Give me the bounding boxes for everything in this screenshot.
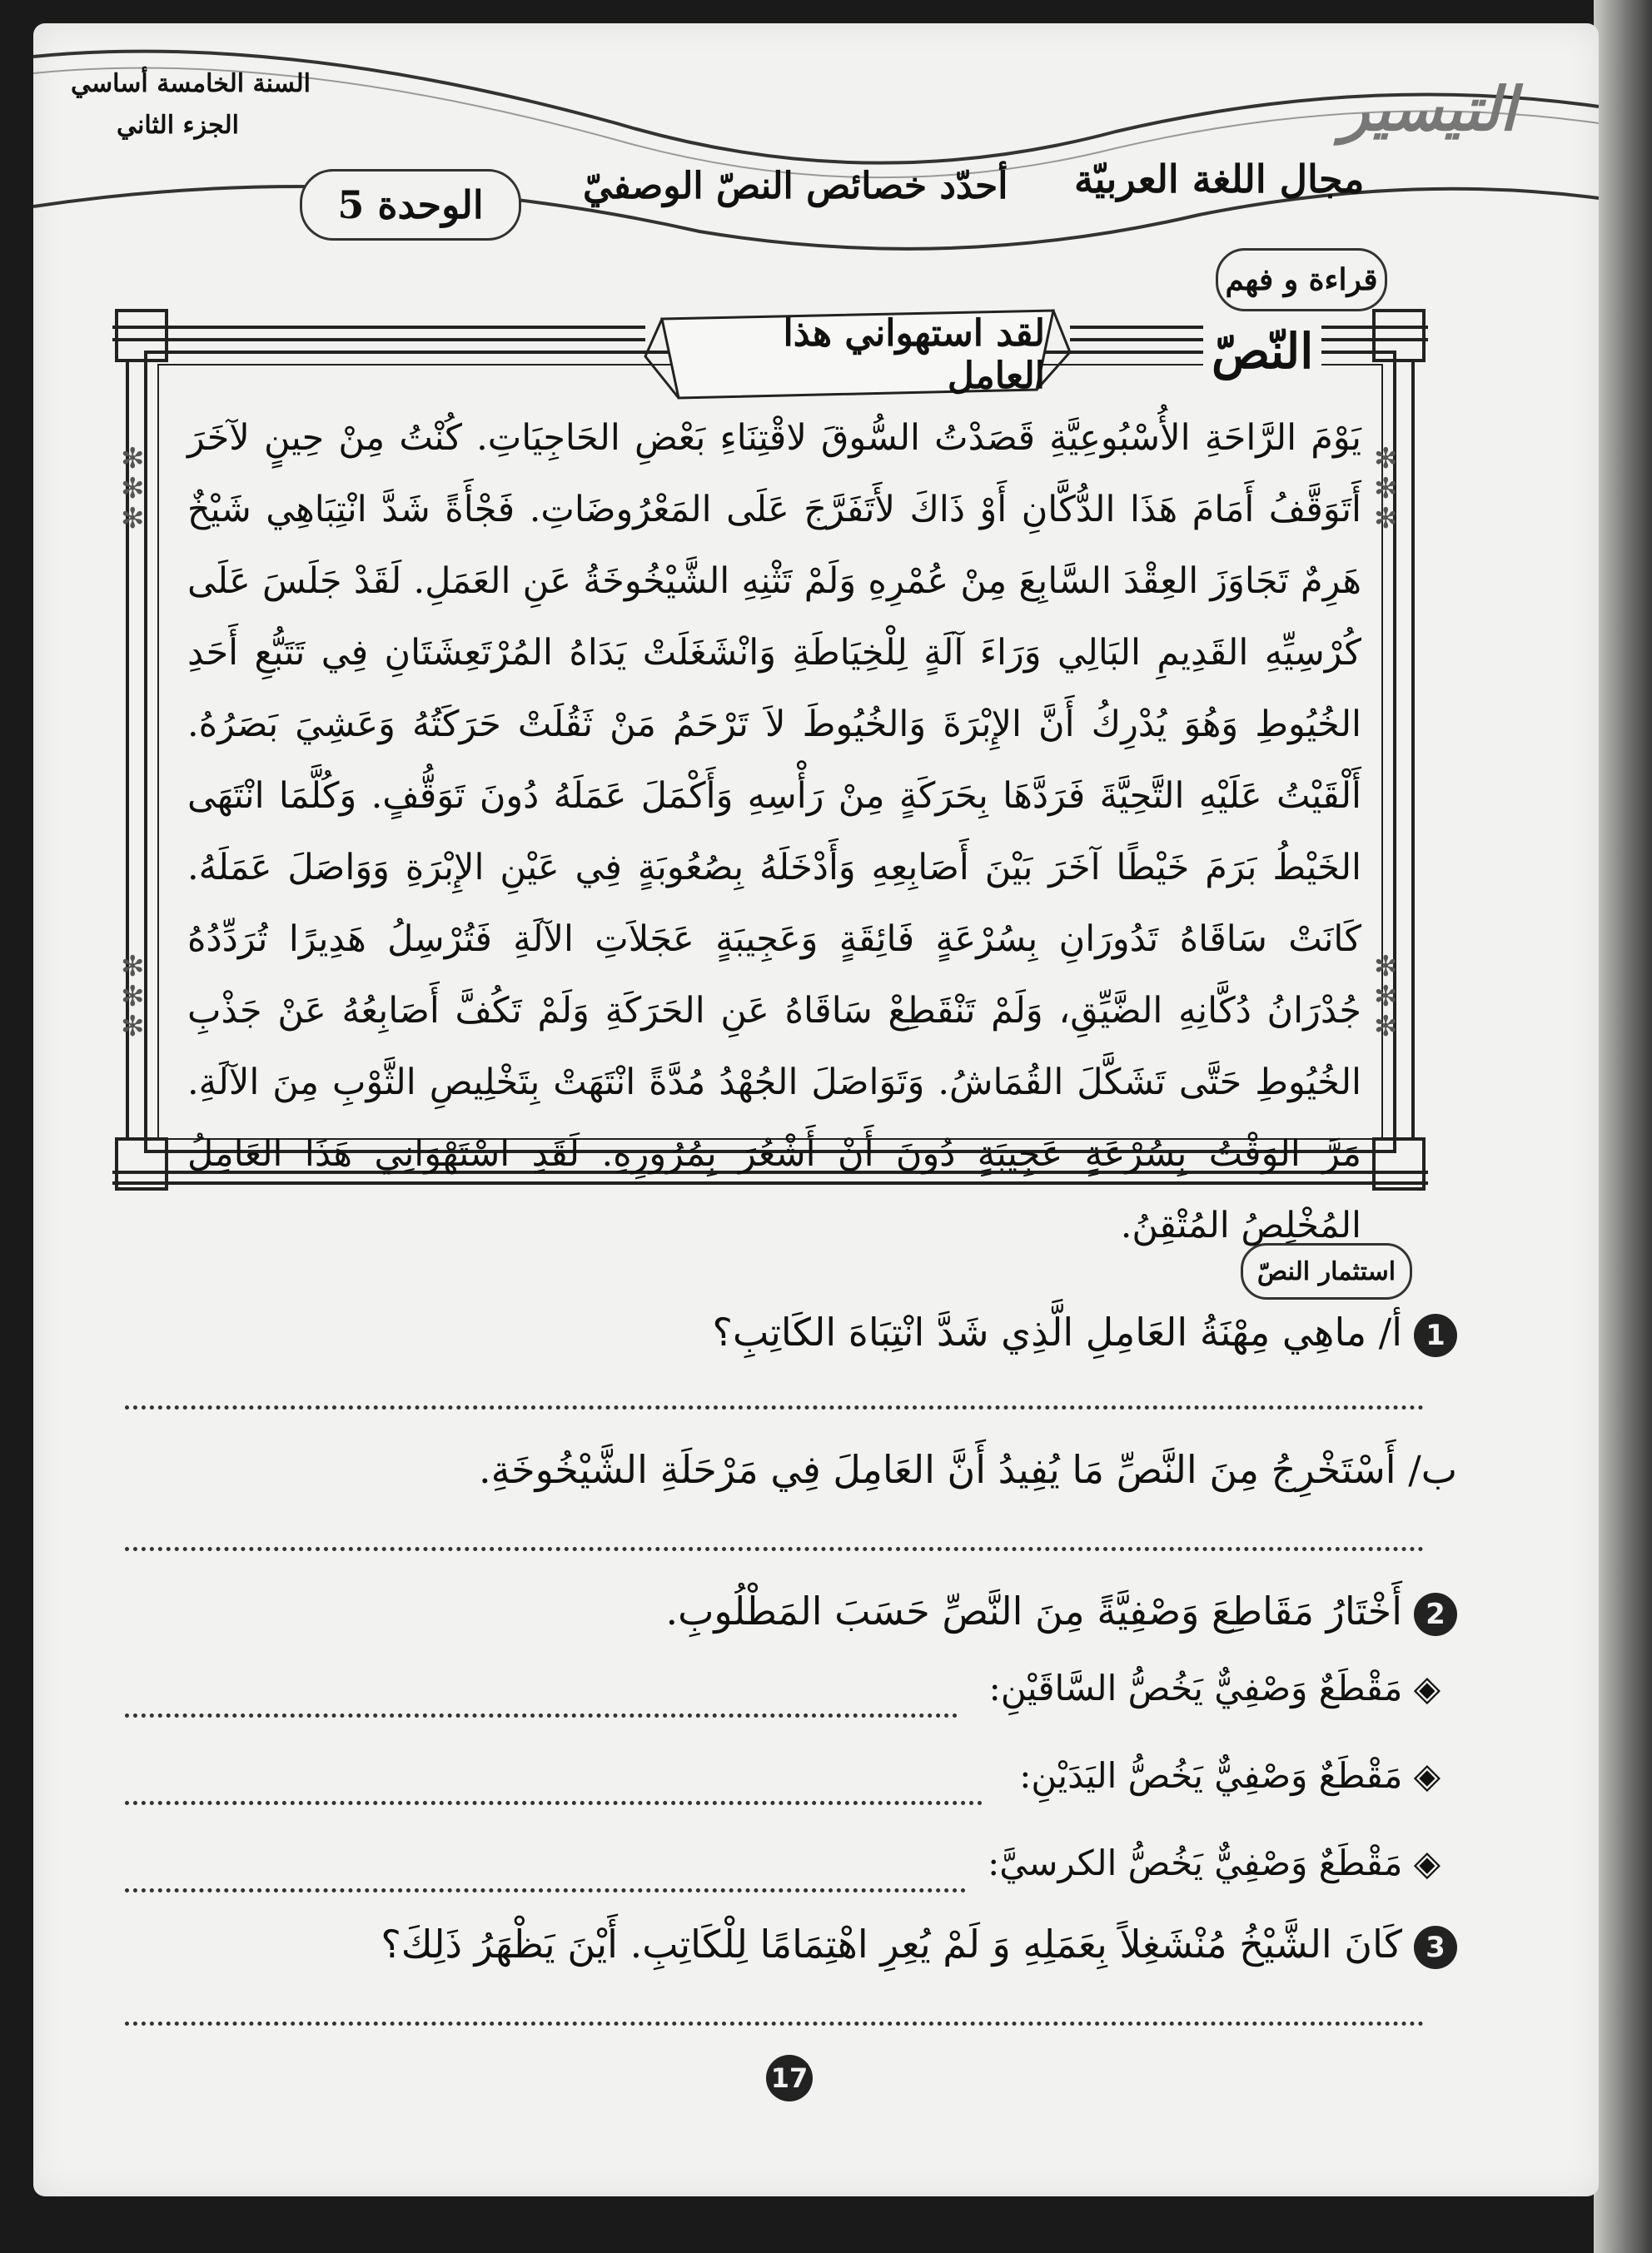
section-reading-badge: قراءة و فهم xyxy=(1216,248,1387,311)
question-number-badge: 2 xyxy=(1414,1593,1457,1636)
flower-ornament-icon: ✻ ✻ ✻ xyxy=(121,950,145,1043)
question-1a xyxy=(713,1310,1457,1357)
answer-line[interactable] xyxy=(125,2022,1424,2026)
text-label: النّصّ xyxy=(1203,323,1321,380)
question-number-badge: 1 xyxy=(1414,1314,1457,1357)
answer-line[interactable] xyxy=(125,1713,958,1718)
flower-ornament-icon: ✻ ✻ ✻ xyxy=(121,442,145,535)
bullet-text: مَقْطَعٌ وَصْفِيٌّ يَخُصُّ السَّاقَيْنِ: xyxy=(988,1668,1403,1708)
answer-line[interactable] xyxy=(125,1405,1424,1410)
bullet-item: ◈ مَقْطَعٌ وَصْفِيٌّ يَخُصُّ اليَدَيْنِ: xyxy=(1019,1755,1441,1796)
bullet-item: ◈ مَقْطَعٌ وَصْفِيٌّ يَخُصُّ السَّاقَيْنِ: xyxy=(988,1668,1441,1708)
worksheet-page xyxy=(33,23,1599,2196)
lesson-objective: أحدّد خصائص النصّ الوصفيّ xyxy=(583,165,1008,207)
unit-badge: الوحدة 5 xyxy=(300,169,521,241)
question-number-badge: 3 xyxy=(1414,1926,1457,1969)
page-number: 17 xyxy=(766,2055,813,2101)
brand-logo: التيسير xyxy=(1341,73,1517,144)
bullet-item: ◈ مَقْطَعٌ وَصْفِيٌّ يَخُصُّ الكرسيَّ: xyxy=(988,1843,1441,1883)
answer-line[interactable] xyxy=(125,1888,966,1892)
header-wave xyxy=(33,23,1599,273)
answer-line[interactable] xyxy=(125,1547,1424,1551)
question-1b: ب/ أَسْتَخْرِجُ مِنَ النَّصِّ مَا يُفِيدُ أَنَّ العَامِلَ فِي مَرْحَلَةِ الشَّيْخُوخَةِ. xyxy=(478,1447,1457,1492)
answer-line[interactable] xyxy=(125,1801,983,1805)
passage-title: لقد استهواني هذا العامل xyxy=(783,312,1045,397)
question-1a-text: أ/ ماهِي مِهْنَةُ العَامِلِ الَّذِي شَدَّ انْتِبَاهَ الكَاتِبِ؟ xyxy=(712,1310,1402,1355)
question-2-text: أَخْتَارُ مَقَاطِعَ وَصْفِيَّةً مِنَ النَّصِّ حَسَبَ المَطْلُوبِ. xyxy=(665,1589,1402,1634)
reading-frame xyxy=(112,302,1428,1246)
grade-level: السنة الخامسة أساسي xyxy=(71,69,311,98)
flower-ornament-icon: ✻ ✻ ✻ xyxy=(1374,950,1398,1043)
page-header xyxy=(33,23,1599,248)
reading-passage: يَوْمَ الرَّاحَةِ الأُسْبُوعِيَّةِ قَصَدْتُ السُّوقَ لاقْتِنَاءِ بَعْضِ الحَاجِيَاتِ. كُنْتُ مِنْ حِينٍ لآخَرَ أَتَوَقَّفُ أَمَامَ هَذَا الدُّكَّانِ أَوْ ذَاكَ لأَتَفَرَّجَ عَلَى المَعْرُوضَاتِ. فَجْأَةً شَدَّ انْتِبَاهِي شَيْخٌ هَرِمٌ تَجَاوَزَ العِقْدَ السَّابِعَ مِنْ عُمْرِهِ وَلَمْ تَثْنِهِ الشَّيْخُوخَةُ عَنِ العَمَلِ. لَقَدْ جَلَسَ عَلَى كُرْسِيِّهِ القَدِيمِ البَالِي وَرَاءَ آلَةٍ لِلْخِيَاطَةِ وَانْشَغَلَتْ يَدَاهُ المُرْتَعِشَتَانِ فِي تَتَبُّعِ أَحَدِ الخُيُوطِ وَهُوَ يُدْرِكُ أَنَّ الإِبْرَةَ وَالخُيُوطَ لاَ تَرْحَمُ مَنْ ثَقُلَتْ حَرَكَتُهُ وَعَشِيَ بَصَرُهُ. أَلْقَيْتُ عَلَيْهِ التَّحِيَّةَ فَرَدَّهَا بِحَرَكَةٍ مِنْ رَأْسِهِ وَأَكْمَلَ عَمَلَهُ دُونَ تَوَقُّفٍ. وَكُلَّمَا انْتَهَى الخَيْطُ بَرَمَ خَيْطًا آخَرَ بَيْنَ أَصَابِعِهِ وَأَدْخَلَهُ بِصُعُوبَةٍ فِي عَيْنِ الإِبْرَةِ وَوَاصَلَ عَمَلَهُ. كَانَتْ سَاقَاهُ تَدُورَانِ بِسُرْعَةٍ فَائِقَةٍ وَعَجِيبَةٍ عَجَلاَتِ الآلَةِ فَتُرْسِلُ هَدِيرًا تُرَدِّدُهُ جُدْرَانُ دُكَّانِهِ الضَّيِّقِ، وَلَمْ تَنْقَطِعْ سَاقَاهُ عَنِ الحَرَكَةِ وَلَمْ تَكُفَّ أَصَابِعُهُ عَنْ جَذْبِ الخُيُوطِ حَتَّى تَشَكَّلَ القُمَاشُ. وَتَوَاصَلَ الجُهْدُ مُدَّةً انْتَهَتْ بِتَخْلِيصِ الثَّوْبِ مِنَ الآلَةِ. مَرَّ الوَقْتُ بِسُرْعَةٍ عَجِيبَةٍ دُونَ أَنْ أَشْعُرَ بِمُرُورِهِ. لَقَدِ اسْتَهْوَانِي هَذَا العَامِلُ المُخْلِصُ المُتْقِنُ. xyxy=(187,417,1361,1246)
section-exploitation-badge: استثمار النصّ xyxy=(1241,1243,1412,1300)
question-3 xyxy=(381,1922,1457,1969)
subject-domain: مجال اللغة العربيّة xyxy=(1074,157,1365,201)
bullet-text: مَقْطَعٌ وَصْفِيٌّ يَخُصُّ الكرسيَّ: xyxy=(988,1843,1403,1883)
flower-ornament-icon: ✻ ✻ ✻ xyxy=(1374,442,1398,535)
book-part: الجزء الثاني xyxy=(117,111,239,140)
page-shadow-edge xyxy=(1594,0,1652,2253)
bullet-text: مَقْطَعٌ وَصْفِيٌّ يَخُصُّ اليَدَيْنِ: xyxy=(1019,1755,1403,1796)
question-3-text: كَانَ الشَّيْخُ مُنْشَغِلاً بِعَمَلِهِ وَ لَمْ يُعِرِ اهْتِمَامًا لِلْكَاتِبِ. أَيْنَ يَظْهَرُ ذَلِكَ؟ xyxy=(381,1922,1402,1967)
question-2 xyxy=(665,1589,1457,1636)
